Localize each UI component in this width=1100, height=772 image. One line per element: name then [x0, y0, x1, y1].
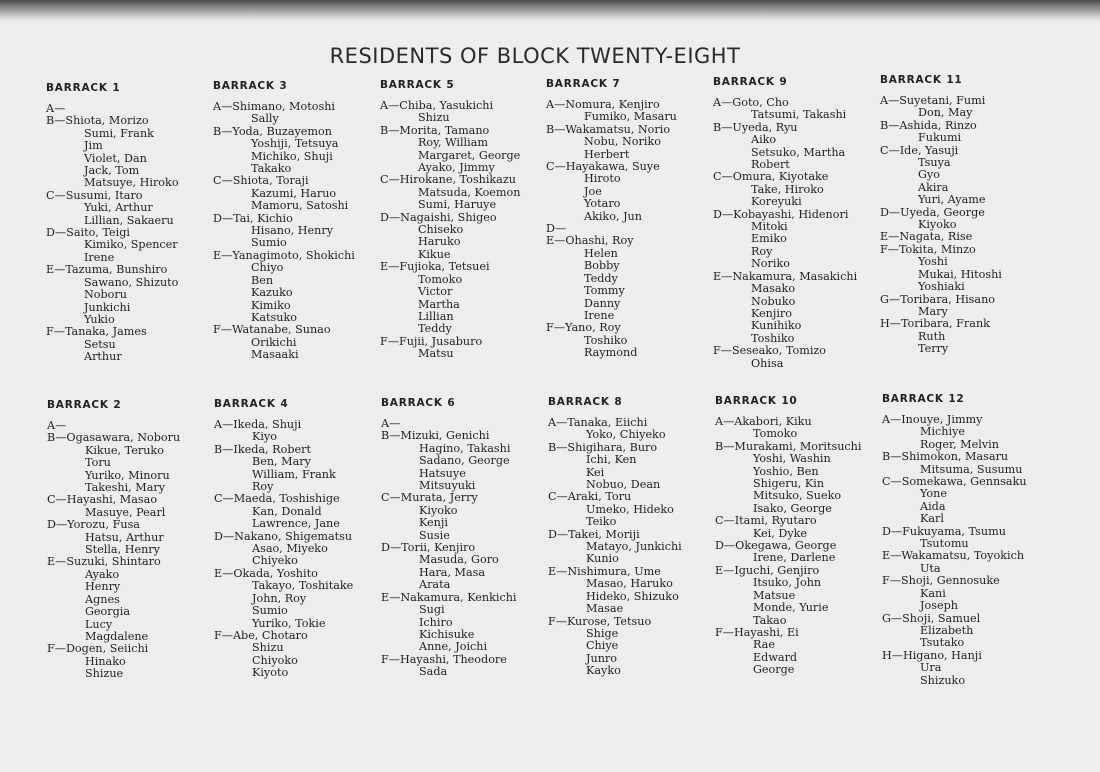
- resident-name: Kiyo: [252, 430, 277, 444]
- apartment-entry: E—Tazuma, Bunshiro: [46, 263, 168, 277]
- barrack-heading: BARRACK 1: [46, 82, 121, 94]
- resident-name: Nobu, Noriko: [584, 135, 661, 149]
- resident-name: Nobuo, Dean: [586, 478, 661, 492]
- resident-name: Chiyoko: [252, 653, 298, 667]
- resident-name: Fukumi: [918, 131, 962, 145]
- apartment-entry: A—Shimano, Motoshi: [213, 100, 335, 113]
- resident-name: Chiye: [586, 639, 619, 653]
- resident-name: William, Frank: [252, 467, 336, 481]
- resident-name: Yoshiaki: [918, 280, 965, 294]
- resident-name: Sugi: [419, 603, 445, 617]
- resident-name: Hideko, Shizuko: [586, 589, 679, 603]
- resident-name: Haruko: [418, 235, 461, 249]
- resident-name: Shige: [586, 626, 619, 640]
- resident-name: Katsuko: [251, 310, 297, 324]
- apartment-entry: E—Nishimura, Ume: [548, 564, 661, 578]
- resident-name: Sumi, Haruye: [418, 198, 497, 212]
- resident-name: Terry: [918, 342, 949, 356]
- apartment-entry: F—Abe, Chotaro: [214, 628, 308, 642]
- apartment-entry: B—Wakamatsu, Norio: [546, 122, 671, 136]
- apartment-entry: D—Nagaishi, Shigeo: [380, 210, 497, 224]
- resident-name: Stella, Henry: [85, 543, 160, 557]
- apartment-entry: B—Morita, Tamano: [380, 123, 490, 137]
- resident-name: Irene: [584, 308, 615, 322]
- resident-name: Kei: [586, 465, 605, 479]
- resident-name: Shizuko: [920, 673, 966, 687]
- apartment-entry: A—Inouye, Jimmy: [882, 413, 983, 426]
- barrack-column: [882, 393, 1052, 687]
- apartment-entry: C—Itami, Ryutaro: [715, 514, 817, 528]
- apartment-entry: F—Seseako, Tomizo: [713, 344, 827, 358]
- apartment-entry: C—Murata, Jerry: [381, 491, 478, 505]
- apartment-entry: D—: [546, 222, 567, 236]
- resident-name: Shizu: [252, 641, 284, 655]
- resident-name: Rae: [753, 638, 775, 652]
- resident-name: Arthur: [84, 350, 122, 364]
- resident-name: Don, May: [918, 106, 973, 120]
- resident-name: Danny: [584, 296, 621, 310]
- resident-name: Kunio: [586, 552, 619, 566]
- resident-name: Toru: [85, 456, 111, 470]
- resident-name: Matsu: [418, 347, 454, 361]
- resident-name: Teddy: [584, 271, 618, 285]
- resident-name: Jim: [84, 139, 103, 153]
- resident-name: Tatsumi, Takashi: [751, 108, 847, 122]
- resident-name: Masao, Haruko: [586, 577, 673, 591]
- resident-name: Karl: [920, 512, 944, 526]
- barrack-heading: BARRACK 4: [214, 398, 289, 410]
- resident-name: Joseph: [920, 599, 958, 613]
- apartment-entry: D—Takei, Moriji: [548, 527, 640, 541]
- apartment-entry: B—Ogasawara, Noboru: [47, 431, 181, 445]
- barrack-heading: BARRACK 3: [213, 80, 288, 92]
- resident-name: Kiyoko: [419, 503, 458, 517]
- resident-name: Noriko: [751, 257, 790, 271]
- apartment-entry: C—Hayakawa, Suye: [546, 160, 660, 174]
- apartment-entry: E—Wakamatsu, Toyokich: [882, 549, 1025, 563]
- resident-name: Hiroto: [584, 172, 621, 186]
- resident-name: Monde, Yurie: [753, 601, 829, 615]
- apartment-entry: H—Higano, Hanji: [882, 648, 982, 662]
- resident-name: Tomoko: [753, 427, 798, 441]
- resident-name: Yuriko, Tokie: [252, 616, 326, 630]
- apartment-entry: D—Torii, Kenjiro: [381, 541, 476, 555]
- barrack-column: [546, 78, 716, 360]
- apartment-entry: H—Toribara, Frank: [880, 317, 990, 331]
- barrack-column: [46, 82, 216, 364]
- resident-name: Sumi, Frank: [84, 126, 154, 140]
- resident-name: Akira: [918, 180, 949, 194]
- resident-name: Orikichi: [251, 335, 297, 349]
- resident-name: Yoshi: [918, 255, 948, 269]
- barrack-column: [381, 397, 551, 679]
- resident-name: George: [753, 663, 795, 677]
- apartment-entry: E—Fujioka, Tetsuei: [380, 260, 490, 274]
- resident-name: Masako: [751, 282, 796, 296]
- resident-name: Teddy: [418, 322, 452, 336]
- resident-name: Sadano, George: [419, 454, 510, 468]
- resident-name: Ura: [920, 661, 942, 675]
- apartment-entry: F—Tokita, Minzo: [880, 242, 976, 256]
- resident-name: Lawrence, Jane: [252, 517, 340, 531]
- resident-name: Helen: [584, 246, 618, 260]
- resident-name: Akiko, Jun: [584, 209, 642, 223]
- resident-name: Yuri, Ayame: [918, 193, 986, 207]
- resident-name: Yone: [920, 487, 947, 501]
- resident-name: Ayako, Jimmy: [418, 161, 495, 175]
- apartment-entry: E—Okada, Yoshito: [214, 566, 318, 580]
- resident-name: Isako, George: [753, 501, 832, 515]
- resident-name: Lillian, Sakaeru: [84, 213, 174, 227]
- barrack-column: [213, 80, 383, 362]
- resident-name: Matsuda, Koemon: [418, 185, 521, 199]
- resident-name: Hara, Masa: [419, 565, 486, 579]
- resident-name: Takako: [251, 162, 292, 176]
- resident-name: Takeshi, Mary: [85, 481, 166, 495]
- resident-name: Sawano, Shizuto: [84, 275, 179, 289]
- resident-name: Michiko, Shuji: [251, 149, 333, 163]
- resident-name: Takao: [753, 613, 787, 627]
- resident-name: Noboru: [84, 288, 127, 302]
- resident-name: Nobuko: [751, 294, 796, 308]
- resident-name: Gyo: [918, 168, 940, 182]
- resident-name: Elizabeth: [920, 623, 974, 637]
- resident-name: Michiye: [920, 425, 966, 439]
- resident-name: Yuki, Arthur: [84, 201, 153, 215]
- resident-name: Roy, William: [418, 136, 488, 150]
- resident-name: Mukai, Hitoshi: [918, 267, 1002, 281]
- resident-name: Koreyuki: [751, 195, 802, 209]
- apartment-entry: B—Yoda, Buzayemon: [213, 124, 332, 138]
- barrack-heading: BARRACK 11: [880, 74, 963, 86]
- apartment-entry: A—Nomura, Kenjiro: [546, 98, 660, 111]
- resident-name: Ohisa: [751, 356, 784, 370]
- apartment-entry: A—Suyetani, Fumi: [880, 94, 986, 107]
- resident-name: Mamoru, Satoshi: [251, 199, 349, 213]
- apartment-entry: B—Ashida, Rinzo: [880, 118, 977, 132]
- resident-name: Lucy: [85, 617, 113, 631]
- apartment-entry: A—: [46, 102, 66, 115]
- resident-name: Umeko, Hideko: [586, 502, 674, 516]
- resident-name: Victor: [418, 285, 453, 299]
- resident-name: Ben: [251, 273, 274, 287]
- resident-name: Magdalene: [85, 629, 149, 643]
- apartment-entry: C—Hayashi, Masao: [47, 493, 158, 507]
- resident-name: Uta: [920, 561, 941, 575]
- apartment-entry: D—Fukuyama, Tsumu: [882, 524, 1006, 538]
- resident-name: Shizu: [418, 111, 450, 125]
- resident-name: Ichiro: [419, 615, 453, 629]
- barrack-column: [880, 74, 1050, 356]
- resident-name: Yotaro: [584, 197, 621, 211]
- barrack-heading: BARRACK 5: [380, 79, 455, 91]
- resident-name: Emiko: [751, 232, 787, 246]
- resident-name: Kichisuke: [419, 627, 475, 641]
- apartment-entry: C—Omura, Kiyotake: [713, 170, 829, 184]
- apartment-entry: F—Fujii, Jusaburo: [380, 334, 483, 348]
- resident-name: John, Roy: [252, 591, 307, 605]
- resident-name: Sumio: [251, 236, 287, 250]
- resident-name: Tsutomu: [920, 537, 969, 551]
- resident-name: Ayako: [85, 567, 120, 581]
- resident-name: Roy: [751, 244, 773, 258]
- resident-name: Kenji: [419, 516, 448, 530]
- resident-name: Yukio: [84, 312, 115, 326]
- resident-name: Yoshi, Washin: [753, 452, 831, 466]
- resident-name: Toshiko: [584, 333, 628, 347]
- resident-name: Masuda, Goro: [419, 553, 499, 567]
- resident-name: Tsuya: [918, 156, 951, 170]
- apartment-entry: E—Nakamura, Masakichi: [713, 269, 858, 283]
- apartment-entry: D—Saito, Teigi: [46, 226, 130, 240]
- apartment-entry: C—Shiota, Toraji: [213, 174, 309, 188]
- resident-name: Itsuko, John: [753, 576, 822, 590]
- resident-name: Roy: [252, 480, 274, 494]
- apartment-entry: E—Iguchi, Genjiro: [715, 563, 820, 577]
- apartment-entry: D—Kobayashi, Hidenori: [713, 207, 849, 221]
- resident-name: Kazumi, Haruo: [251, 186, 337, 200]
- apartment-entry: F—Hayashi, Ei: [715, 625, 799, 639]
- barrack-column: [713, 76, 883, 370]
- resident-name: Kimiko, Spencer: [84, 238, 178, 252]
- apartment-entry: E—Nagata, Rise: [880, 230, 973, 244]
- resident-name: Kenjiro: [751, 306, 793, 320]
- apartment-entry: C—Somekawa, Gennsaku: [882, 475, 1027, 489]
- resident-name: Irene, Darlene: [753, 551, 836, 565]
- resident-name: Masae: [586, 602, 624, 616]
- resident-name: Kikue: [418, 247, 451, 261]
- apartment-entry: D—Yorozu, Fusa: [47, 518, 140, 532]
- resident-name: Aida: [920, 499, 946, 513]
- apartment-entry: D—Uyeda, George: [880, 205, 985, 219]
- apartment-entry: B—Ikeda, Robert: [214, 442, 311, 456]
- resident-name: Sally: [251, 112, 279, 126]
- resident-name: Takayo, Toshitake: [252, 579, 354, 593]
- apartment-entry: C—Maeda, Toshishige: [214, 492, 340, 506]
- resident-name: Mitsuko, Sueko: [753, 489, 842, 503]
- resident-name: Ichi, Ken: [586, 453, 637, 467]
- barrack-heading: BARRACK 8: [548, 396, 623, 408]
- apartment-entry: E—Yanagimoto, Shokichi: [213, 248, 355, 262]
- barrack-heading: BARRACK 6: [381, 397, 456, 409]
- resident-name: Violet, Dan: [84, 151, 147, 165]
- apartment-entry: B—Shiota, Morizo: [46, 114, 149, 128]
- apartment-entry: A—Chiba, Yasukichi: [380, 99, 494, 112]
- resident-name: Kayko: [586, 664, 621, 678]
- resident-name: Edward: [753, 650, 798, 664]
- apartment-entry: F—Dogen, Seiichi: [47, 642, 149, 656]
- apartment-entry: F—Hayashi, Theodore: [381, 652, 507, 666]
- apartment-entry: A—: [47, 419, 67, 432]
- barrack-column: [380, 79, 550, 361]
- resident-name: Robert: [751, 158, 790, 172]
- apartment-entry: B—Uyeda, Ryu: [713, 120, 798, 134]
- barrack-heading: BARRACK 7: [546, 78, 621, 90]
- resident-name: Arata: [419, 578, 451, 592]
- apartment-entry: F—Tanaka, James: [46, 325, 147, 339]
- apartment-entry: C—Hirokane, Toshikazu: [380, 173, 516, 187]
- apartment-entry: E—Suzuki, Shintaro: [47, 555, 161, 569]
- apartment-entry: B—Mizuki, Genichi: [381, 429, 490, 443]
- resident-name: Henry: [85, 580, 121, 594]
- resident-name: Sada: [419, 665, 448, 679]
- resident-name: Joe: [584, 184, 602, 198]
- resident-name: Susie: [419, 528, 450, 542]
- resident-name: Kani: [920, 586, 946, 600]
- apartment-entry: G—Toribara, Hisano: [880, 292, 996, 306]
- apartment-entry: F—Shoji, Gennosuke: [882, 574, 1000, 588]
- barrack-column: [715, 395, 885, 677]
- barrack-heading: BARRACK 2: [47, 399, 122, 411]
- barrack-column: [214, 398, 384, 680]
- resident-name: Herbert: [584, 147, 630, 161]
- apartment-entry: D—Tai, Kichio: [213, 211, 293, 225]
- resident-name: Yoko, Chiyeko: [586, 428, 666, 442]
- resident-name: Yoshiji, Tetsuya: [251, 137, 339, 151]
- apartment-entry: A—: [381, 417, 401, 430]
- resident-name: Kimiko: [251, 298, 291, 312]
- resident-name: Toshiko: [751, 331, 795, 345]
- barrack-heading: BARRACK 9: [713, 76, 788, 88]
- resident-name: Take, Hiroko: [751, 182, 824, 196]
- resident-name: Jack, Tom: [84, 164, 140, 178]
- resident-name: Hisano, Henry: [251, 224, 334, 238]
- barrack-heading: BARRACK 12: [882, 393, 965, 405]
- resident-name: Raymond: [584, 346, 638, 360]
- resident-name: Kiyoto: [252, 666, 289, 680]
- resident-name: Roger, Melvin: [920, 437, 999, 451]
- resident-name: Junkichi: [84, 300, 131, 314]
- resident-name: Tomoko: [418, 272, 463, 286]
- apartment-entry: A—Tanaka, Eiichi: [548, 416, 648, 429]
- resident-name: Tommy: [584, 284, 625, 298]
- resident-name: Shizue: [85, 667, 124, 681]
- resident-name: Yoshio, Ben: [753, 464, 819, 478]
- resident-name: Margaret, George: [418, 148, 521, 162]
- resident-name: Chiseko: [418, 223, 464, 237]
- resident-name: Chiyeko: [252, 554, 298, 568]
- resident-name: Georgia: [85, 605, 131, 619]
- resident-name: Hagino, Takashi: [419, 441, 511, 455]
- resident-name: Kiyoko: [918, 218, 957, 232]
- resident-name: Hatsuye: [419, 466, 466, 480]
- resident-name: Setsuko, Martha: [751, 145, 846, 159]
- resident-name: Teiko: [586, 515, 617, 529]
- resident-name: Matayo, Junkichi: [586, 540, 682, 554]
- apartment-entry: B—Murakami, Moritsuchi: [715, 439, 862, 453]
- apartment-entry: C—Susumi, Itaro: [46, 188, 143, 202]
- resident-name: Setsu: [84, 337, 116, 351]
- resident-name: Mary: [918, 304, 948, 318]
- resident-name: Asao, Miyeko: [252, 542, 328, 556]
- page-top-shadow: [0, 0, 1100, 22]
- resident-name: Lillian: [418, 309, 454, 323]
- apartment-entry: F—Yano, Roy: [546, 321, 621, 335]
- apartment-entry: D—Okegawa, George: [715, 539, 837, 553]
- apartment-entry: G—Shoji, Samuel: [882, 611, 981, 625]
- resident-name: Kei, Dyke: [753, 526, 808, 540]
- barrack-column: [548, 396, 718, 678]
- barrack-column: [47, 399, 217, 681]
- apartment-entry: F—Watanabe, Sunao: [213, 323, 331, 337]
- apartment-entry: B—Shimokon, Masaru: [882, 450, 1009, 464]
- barrack-heading: BARRACK 10: [715, 395, 798, 407]
- apartment-entry: C—Ide, Yasuji: [880, 143, 959, 157]
- apartment-entry: A—Akabori, Kiku: [715, 415, 812, 428]
- resident-name: Yuriko, Minoru: [85, 468, 170, 482]
- resident-name: Shigeru, Kin: [753, 477, 825, 491]
- resident-name: Aiko: [751, 133, 777, 147]
- resident-name: Masaaki: [251, 348, 299, 362]
- apartment-entry: E—Ohashi, Roy: [546, 234, 634, 248]
- resident-name: Ruth: [918, 329, 946, 343]
- resident-name: Junro: [586, 651, 617, 665]
- resident-name: Kikue, Teruko: [85, 443, 164, 457]
- resident-name: Hinako: [85, 654, 126, 668]
- apartment-entry: F—Kurose, Tetsuo: [548, 614, 652, 628]
- resident-name: Bobby: [584, 259, 620, 273]
- apartment-entry: E—Nakamura, Kenkichi: [381, 590, 517, 604]
- resident-name: Masuye, Pearl: [85, 505, 166, 519]
- resident-name: Kan, Donald: [252, 504, 322, 518]
- apartment-entry: A—Goto, Cho: [713, 96, 789, 109]
- resident-name: Matsue: [753, 588, 796, 602]
- page-title: RESIDENTS OF BLOCK TWENTY-EIGHT: [329, 44, 741, 68]
- resident-name: Anne, Joichi: [419, 640, 488, 654]
- resident-name: Matsuye, Hiroko: [84, 176, 179, 190]
- resident-name: Mitsuyuki: [419, 479, 476, 493]
- resident-name: Chiyo: [251, 261, 284, 275]
- apartment-entry: A—Ikeda, Shuji: [214, 418, 302, 431]
- resident-name: Kazuko: [251, 286, 293, 300]
- resident-name: Mitsuma, Susumu: [920, 462, 1023, 476]
- resident-name: Agnes: [85, 592, 120, 606]
- resident-name: Kunihiko: [751, 319, 802, 333]
- resident-name: Ben, Mary: [252, 455, 311, 469]
- resident-name: Martha: [418, 297, 460, 311]
- resident-name: Hatsu, Arthur: [85, 530, 164, 544]
- resident-name: Mitoki: [751, 220, 788, 234]
- resident-name: Sumio: [252, 604, 288, 618]
- apartment-entry: C—Araki, Toru: [548, 490, 632, 504]
- resident-name: Irene: [84, 250, 115, 264]
- apartment-entry: D—Nakano, Shigematsu: [214, 529, 353, 543]
- resident-name: Tsutako: [920, 636, 965, 650]
- apartment-entry: B—Shigihara, Buro: [548, 440, 658, 454]
- resident-name: Fumiko, Masaru: [584, 110, 677, 124]
